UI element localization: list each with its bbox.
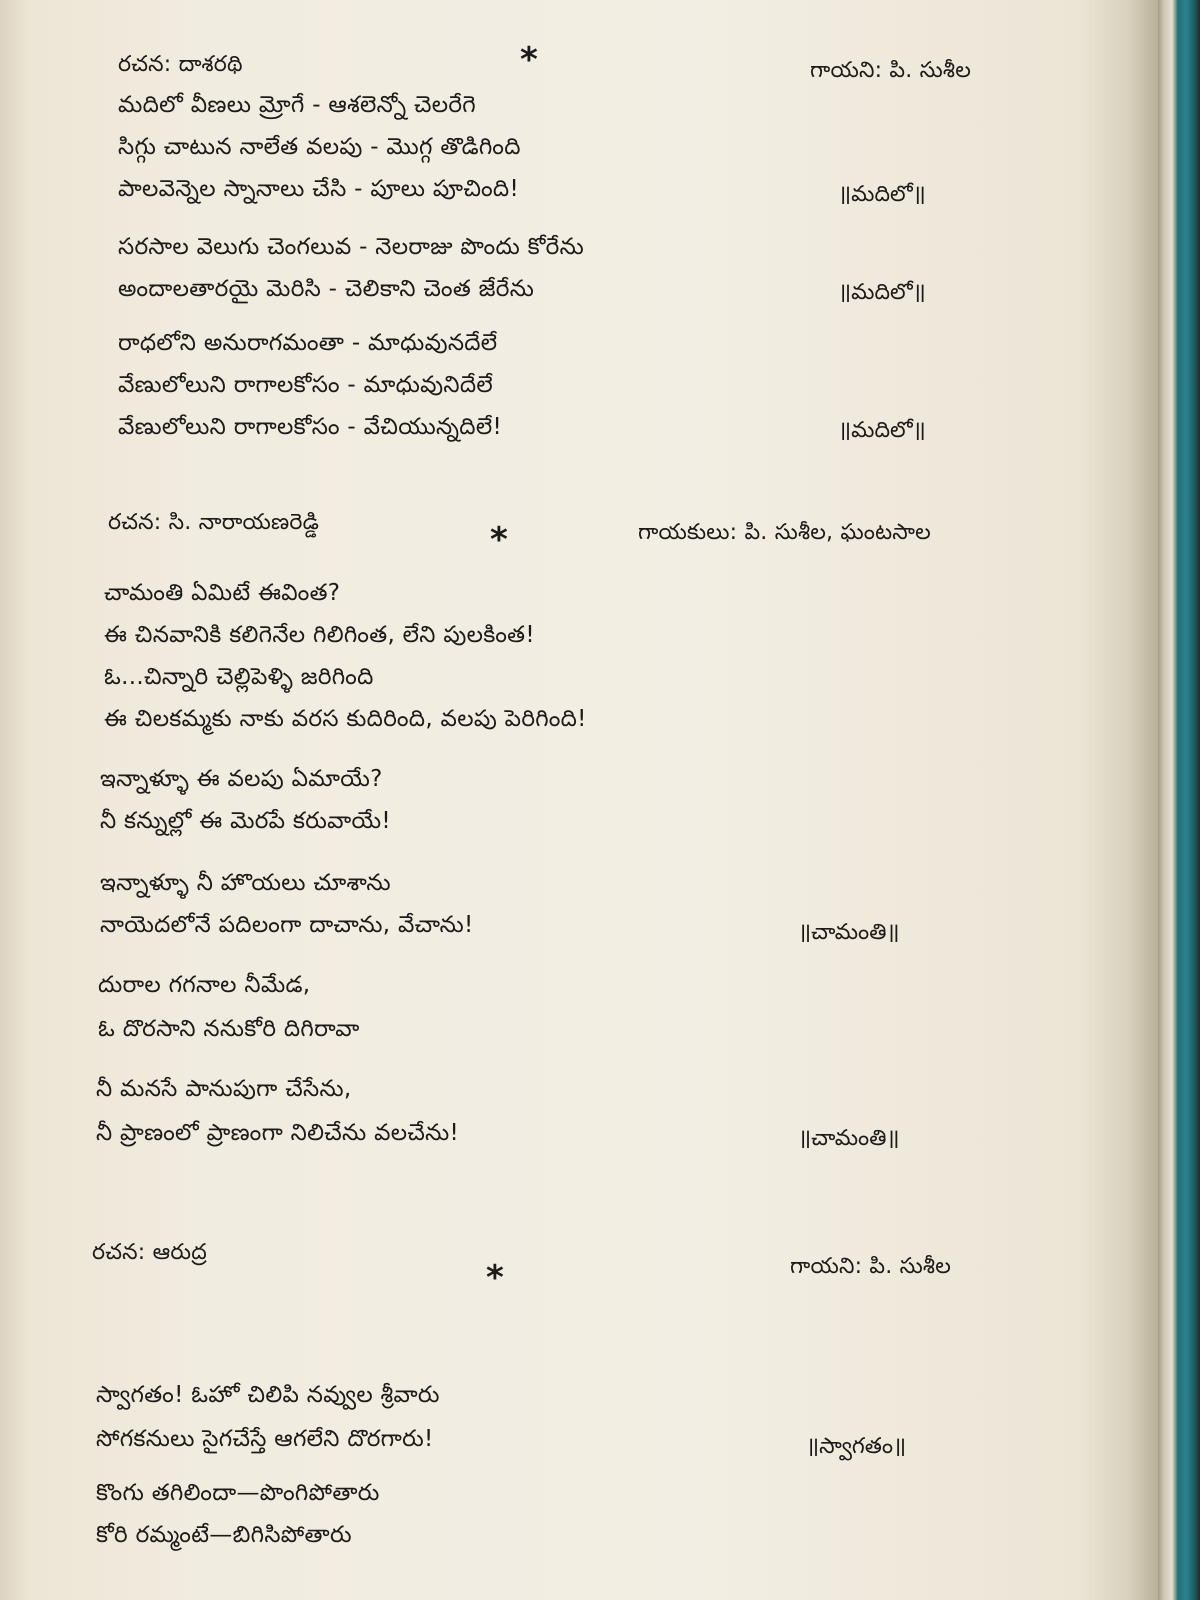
refrain-marker: ॥మదిలో॥ [838, 182, 926, 207]
lyric-line: రాధలోని అనురాగమంతా - మాధువునదేలే [118, 330, 498, 356]
singer-credit: గాయకులు: పి. సుశీల, ఘంటసాల [638, 520, 931, 545]
lyric-line: చామంతి ఏమిటే ఈవింత? [104, 580, 341, 606]
singer-credit: గాయని: పి. సుశీల [790, 1254, 951, 1279]
lyric-line: నాయెదలోనే పదిలంగా దాచాను, వేచాను! [100, 912, 474, 938]
refrain-marker: ॥చామంతి॥ [798, 1126, 900, 1151]
refrain-marker: ॥మదిలో॥ [838, 280, 926, 305]
lyric-line: మదిలో వీణలు మ్రోగే - ఆశలెన్నో చెలరేగె [118, 92, 476, 118]
lyric-line: కోరి రమ్మంటే—బిగిసిపోతారు [96, 1522, 352, 1548]
lyric-line: వేణులోలుని రాగాలకోసం - వేచియున్నదిలే! [118, 414, 502, 440]
lyric-line: కొంగు తగిలిందా—పొంగిపోతారు [96, 1480, 380, 1506]
lyric-line: నీ ప్రాణంలో ప్రాణంగా నిలిచేను వలచేను! [96, 1120, 460, 1146]
lyric-line: సిగ్గు చాటున నాలేత వలపు - మొగ్గ తొడిగింది [118, 134, 521, 160]
refrain-marker: ॥చామంతి॥ [798, 920, 900, 945]
lyric-line: ఓ దొరసాని ననుకోరి దిగిరావా [98, 1016, 360, 1042]
lyric-line: సోగకనులు సైగచేస్తే ఆగలేని దొరగారు! [96, 1426, 434, 1452]
lyricist-credit: రచన: ఆరుద్ర [92, 1240, 207, 1265]
lyric-line: ఈ చిలకమ్మకు నాకు వరస కుదిరింది, వలపు పెరిగింది! [104, 706, 587, 732]
lyric-line: నీ మనసే పానుపుగా చేసేను, [96, 1076, 352, 1102]
asterisk-separator: * [520, 40, 538, 80]
refrain-marker: ॥స్వాగతం॥ [806, 1434, 907, 1459]
singer-credit: గాయని: పి. సుశీల [810, 58, 971, 83]
lyricist-credit: రచన: దాశరథి [118, 52, 243, 77]
lyric-line: స్వాగతం! ఓహో చిలిపి నవ్వుల శ్రీవారు [96, 1382, 440, 1408]
lyric-line: ఈ చినవానికి కలిగెనేల గిలిగింత, లేని పులకింత! [104, 622, 535, 648]
lyric-line: నీ కన్నుల్లో ఈ మెరపే కరువాయే! [100, 808, 391, 834]
refrain-marker: ॥మదిలో॥ [838, 418, 926, 443]
asterisk-separator: * [486, 1258, 504, 1298]
lyric-line: దురాల గగనాల నీమేడ, [98, 972, 311, 998]
lyric-line: వేణులోలుని రాగాలకోసం - మాధువునిదేలే [118, 372, 493, 398]
lyric-line: పాలవెన్నెల స్నానాలు చేసి - పూలు పూచింది! [118, 176, 519, 202]
lyric-line: ఇన్నాళ్ళూ నీ హొయలు చూశాను [100, 870, 391, 896]
lyric-line: అందాలతారయై మెరిసి - చెలికాని చెంత జేరేను [118, 276, 535, 302]
asterisk-separator: * [490, 520, 508, 560]
lyric-line: ఓ...చిన్నారి చెల్లిపెళ్ళి జరిగింది [104, 664, 374, 690]
lyric-line: ఇన్నాళ్ళూ ఈ వలపు ఏమాయే? [100, 766, 383, 792]
book-cover-edge [1158, 0, 1200, 1600]
lyric-line: సరసాల వెలుగు చెంగలువ - నెలరాజు పొందు కోరేను [118, 234, 585, 260]
lyricist-credit: రచన: సి. నారాయణరెడ్డి [108, 510, 320, 535]
